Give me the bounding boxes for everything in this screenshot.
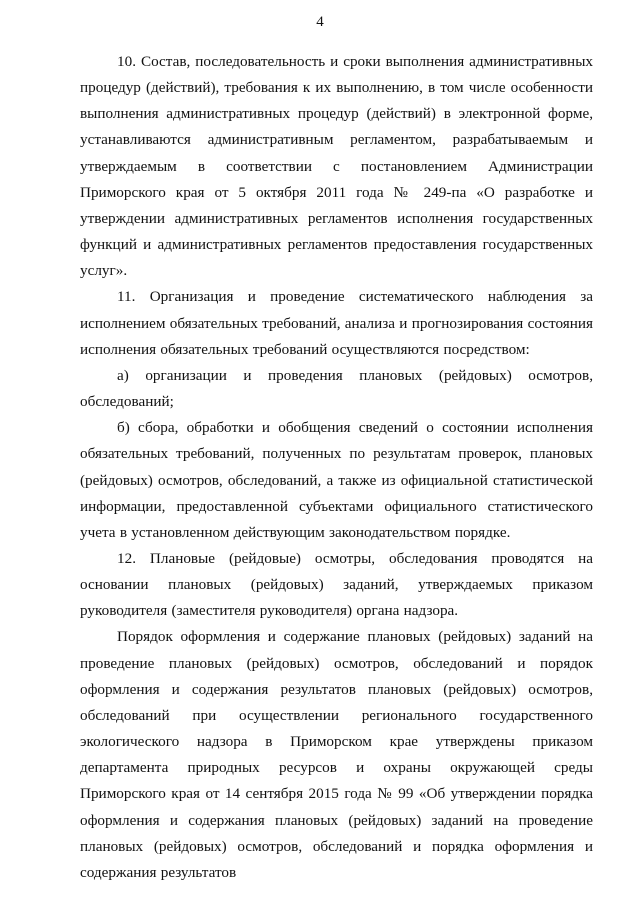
document-body xyxy=(80,49,593,886)
paragraph-11-observation: 11. Организация и проведение систематического наблюдения за исполнением обязательных требований, анализа и прогнозирования состояния исполнения обязательных требований осуществляются посредством: xyxy=(80,288,593,358)
paragraph-11b-data-collection: б) сбора, обработки и обобщения сведений о состоянии исполнения обязательных требований, полученных по результатам проверок, плановых (рейдовых) осмотров, обследований, а также из официальной статистической информации, предоставленной субъектами официального статистического учета в установленном действующим законодательством порядке. xyxy=(80,419,593,541)
paragraph-10-admin-procedures: 10. Состав, последовательность и сроки выполнения административных процедур (действий), требования к их выполнению, в том числе особенности выполнения административных процедур (действий) в электронной форме, устанавливаются административным регламентом, разрабатываемым и утверждаемым в соответствии с постановлением Администрации Приморского края от 5 октября 2011 года № 249-па «О разработке и утверждении административных регламентов исполнения государственных функций и административных регламентов предоставления государственных услуг». xyxy=(80,53,593,280)
page-number: 4 xyxy=(316,14,324,30)
paragraph-12-raid-inspections: 12. Плановые (рейдовые) осмотры, обследования проводятся на основании плановых (рейдовых) заданий, утверждаемых приказом руководителя (заместителя руководителя) органа надзора. xyxy=(80,549,593,620)
paragraph-11a-inspections: а) организации и проведения плановых (рейдовых) осмотров, обследований; xyxy=(80,366,593,411)
paragraph-procedure-order: Порядок оформления и содержание плановых (рейдовых) заданий на проведение плановых (рейдовых) осмотров, обследований и порядок оформления и содержания результатов плановых (рейдовых) осмотров, обследований при осуществлении регионального государственного экологического надзора в Приморском крае утверждены приказом департамента природных ресурсов и охраны окружающей среды Приморского края от 14 сентября 2015 года № 99 «Об утверждении порядка оформления и содержания плановых (рейдовых) заданий на проведение плановых (рейдовых) осмотров, обследований и порядка оформления и содержания результатов xyxy=(80,628,593,881)
